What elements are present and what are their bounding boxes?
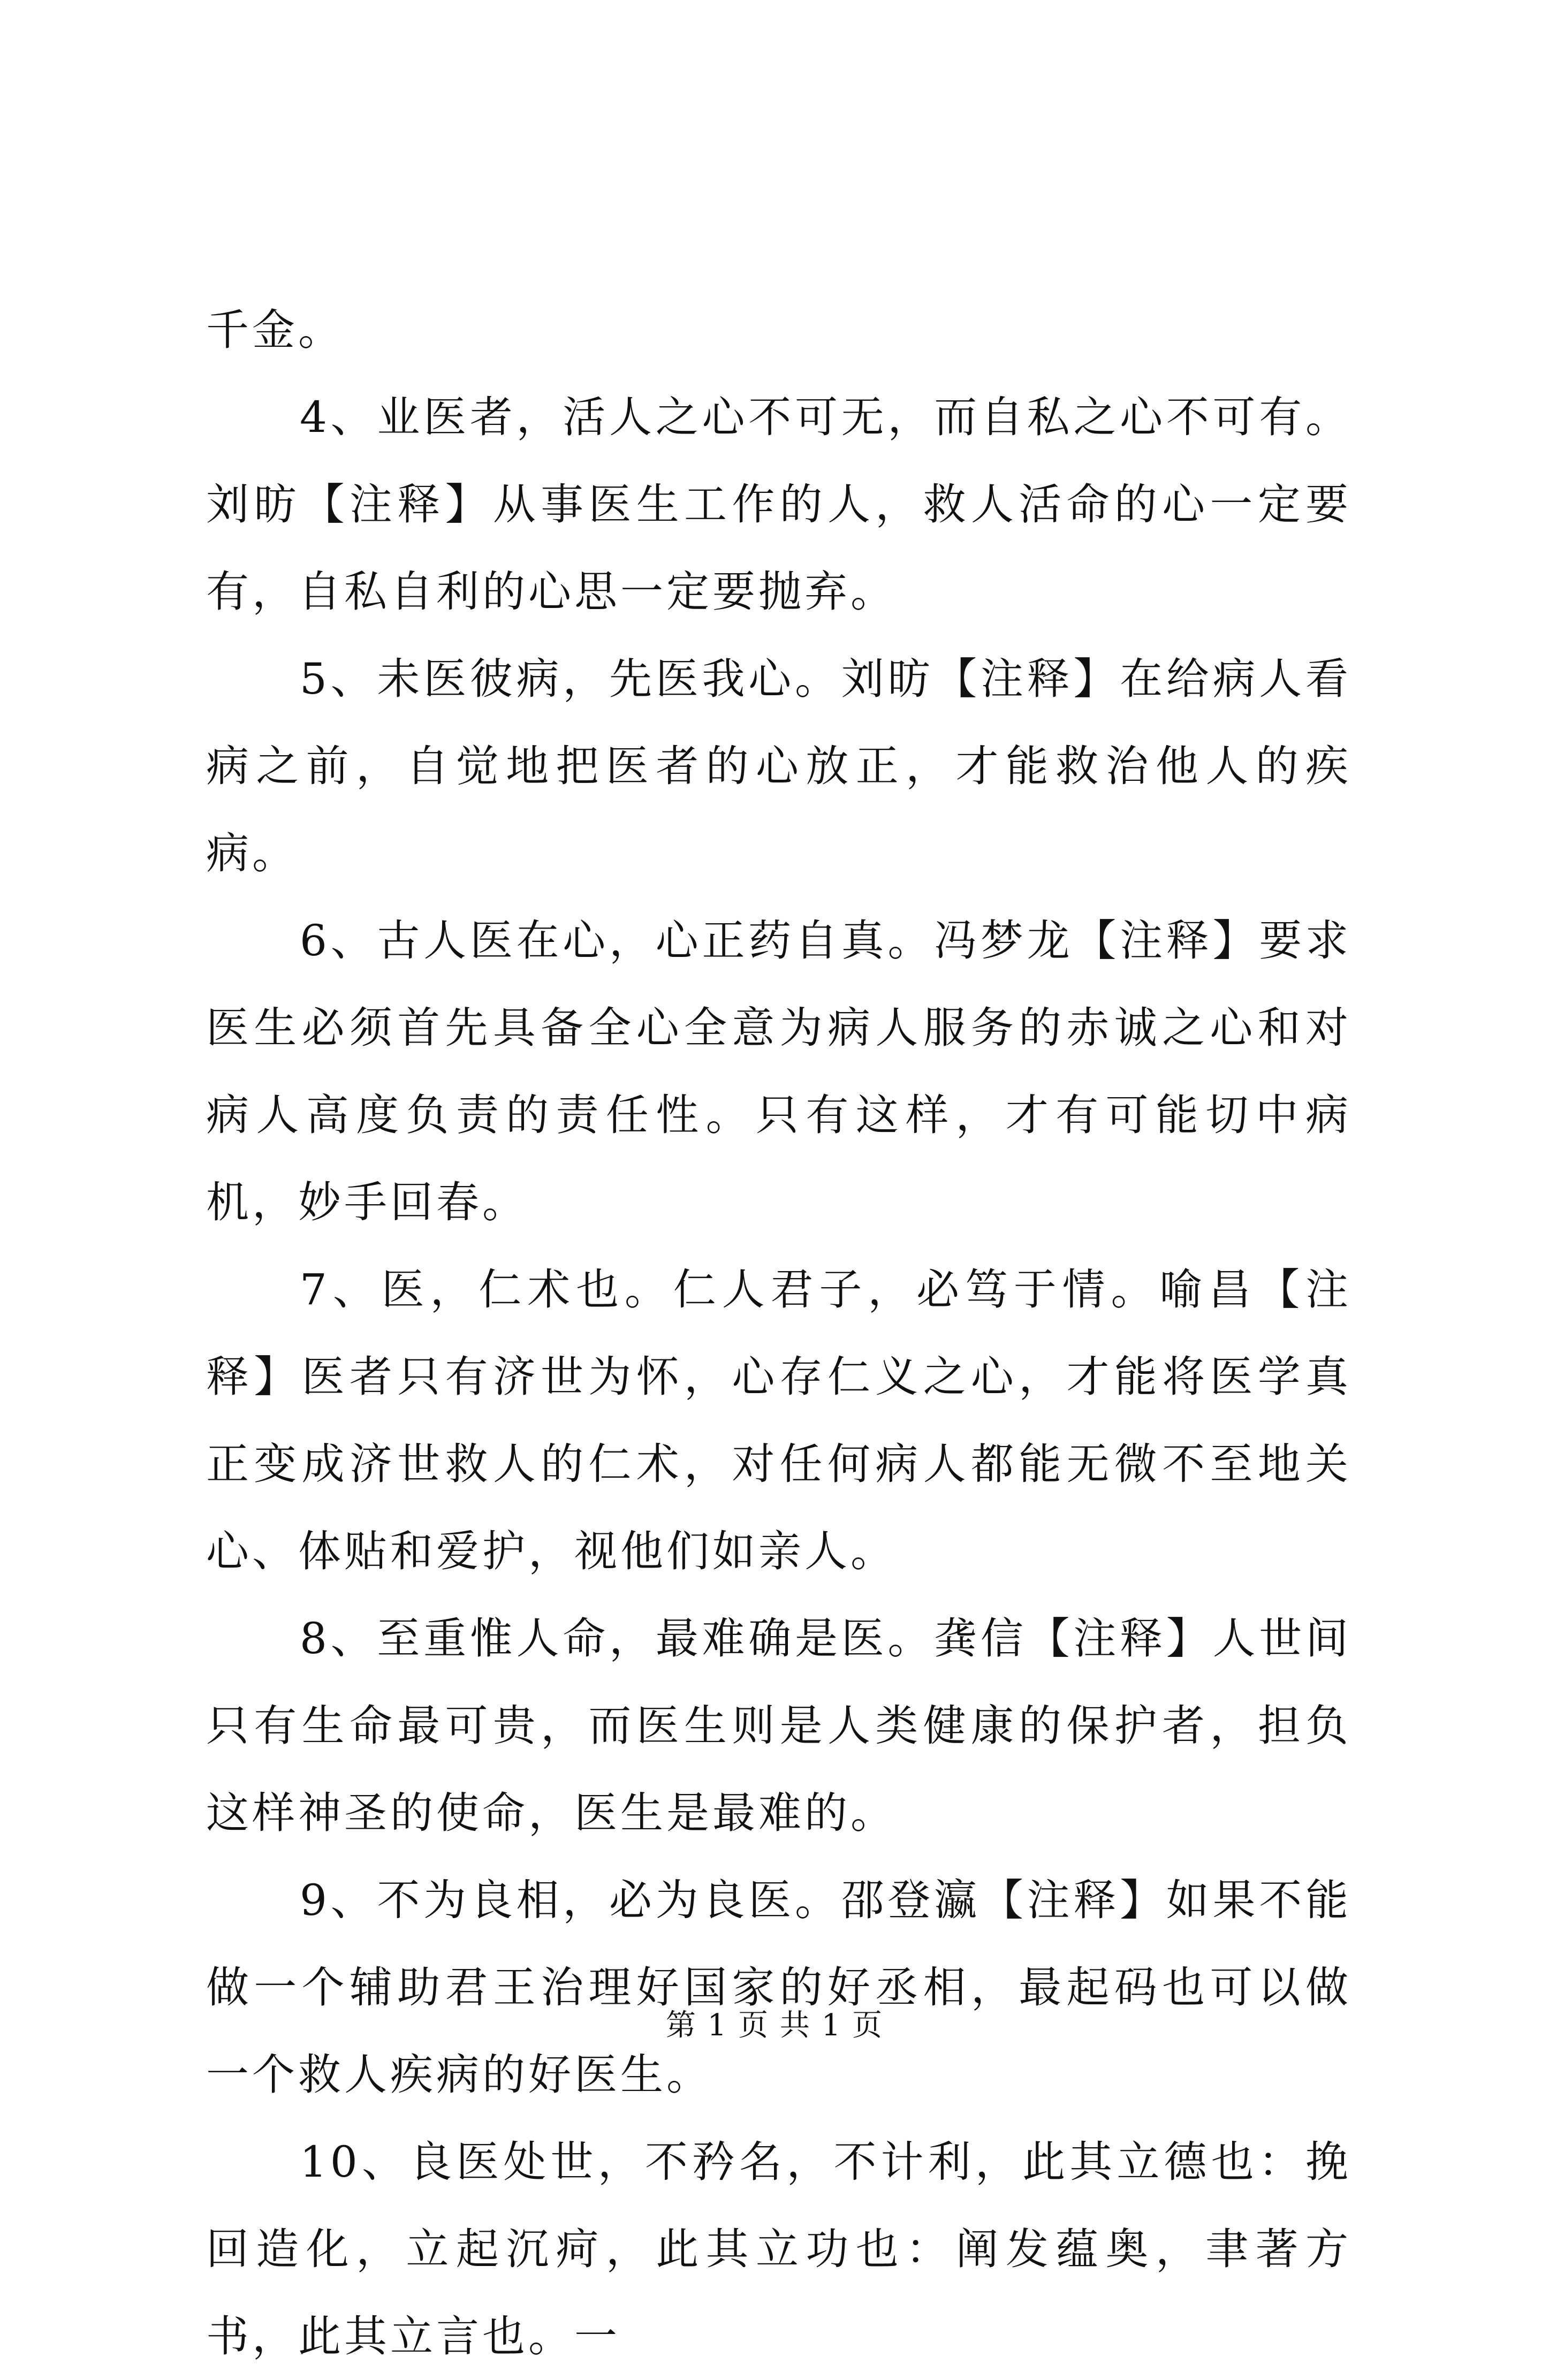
paragraph-quote-7: 7、医，仁术也。仁人君子，必笃于情。喻昌【注释】医者只有济世为怀，心存仁义之心，才能将医学真正变成济世救人的仁术，对任何病人都能无微不至地关心、体贴和爱护，视他们如亲人。 xyxy=(206,1265,1351,1576)
paragraph-quote-6: 6、古人医在心，心正药自真。冯梦龙【注释】要求医生必须首先具备全心全意为病人服务的赤诚之心和对病人高度负责的责任性。只有这样，才有可能切中病机，妙手回春。 xyxy=(206,916,1351,1227)
paragraph-quote-5: 5、未医彼病，先医我心。刘昉【注释】在给病人看病之前，自觉地把医者的心放正，才能救治他人的疾病。 xyxy=(206,654,1351,878)
page-footer: 第 1 页 共 1 页 xyxy=(665,2008,884,2043)
document-body xyxy=(206,286,1351,2380)
paragraph-quote-10: 10、良医处世，不矜名，不计利，此其立德也：挽回造化，立起沉疴，此其立功也：阐发蕴奥，聿著方书，此其立言也。一 xyxy=(206,2137,1351,2361)
paragraph-quote-9: 9、不为良相，必为良医。邵登瀛【注释】如果不能做一个辅助君王治理好国家的好丞相，最起码也可以做一个救人疾病的好医生。 xyxy=(206,1875,1351,2100)
paragraph-quote-4: 4、业医者，活人之心不可无，而自私之心不可有。刘昉【注释】从事医生工作的人，救人活命的心一定要有，自私自利的心思一定要抛弃。 xyxy=(206,392,1351,617)
paragraph-continuation: 千金。 xyxy=(206,305,344,355)
paragraph-quote-8: 8、至重惟人命，最难确是医。龚信【注释】人世间只有生命最可贵，而医生则是人类健康的保护者，担负这样神圣的使命，医生是最难的。 xyxy=(206,1614,1351,1838)
